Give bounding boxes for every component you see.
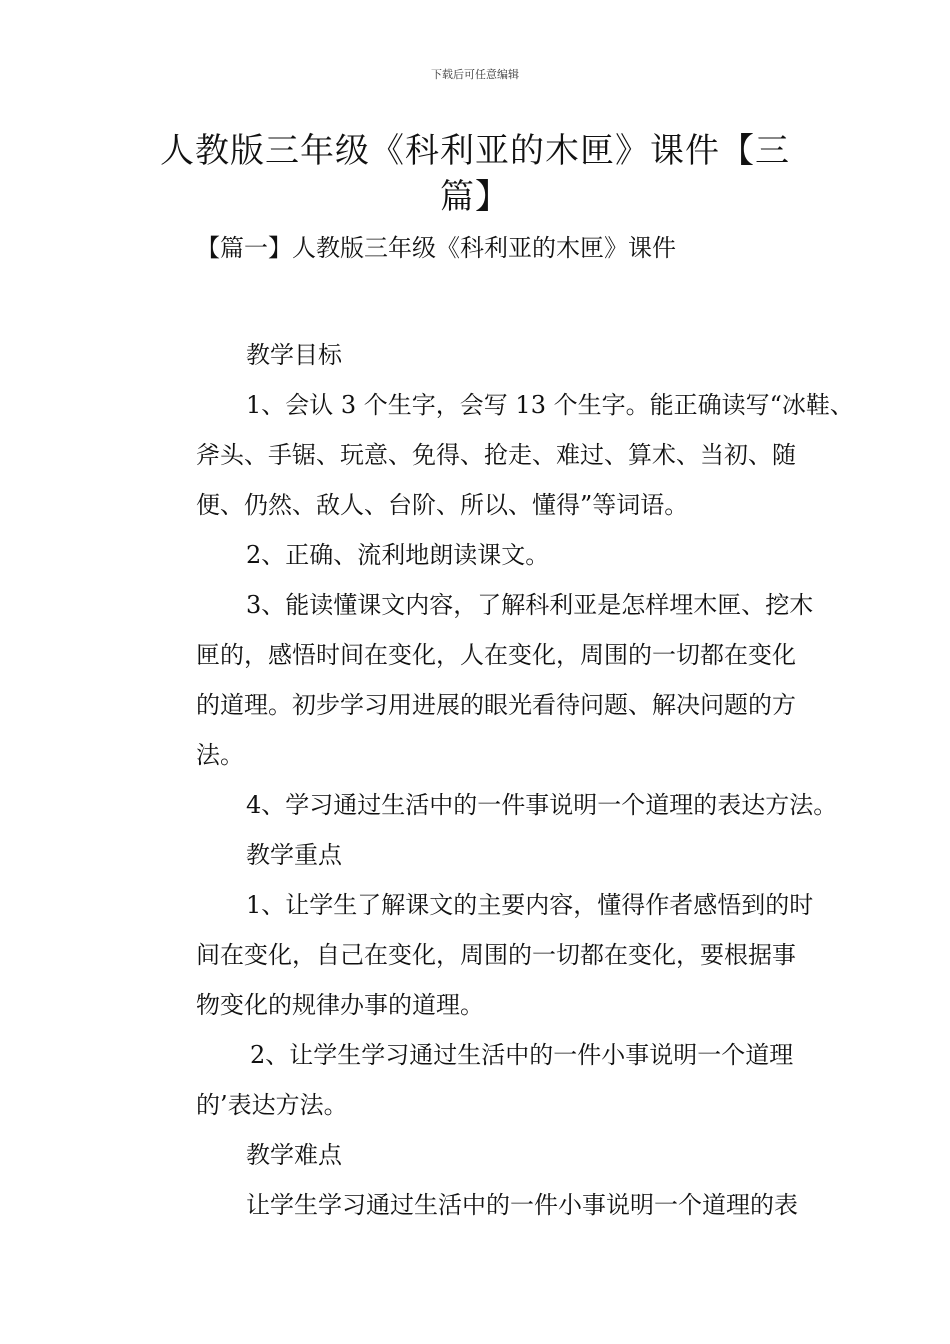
document-body — [146, 330, 854, 1230]
heading-text: 教学重点 — [246, 841, 342, 869]
heading-text: 教学目标 — [246, 341, 342, 369]
paragraph-line: 斧头、手锯、玩意、免得、抢走、难过、算术、当初、随 — [196, 441, 796, 469]
key-2-paragraph — [146, 1030, 816, 1130]
difficult-points-heading — [146, 1130, 816, 1180]
goal-3-paragraph — [146, 580, 816, 780]
paragraph-line: 1、让学生了解课文的主要内容，懂得作者感悟到的时 — [246, 891, 814, 919]
paragraph-line: 的’表达方法。 — [196, 1091, 348, 1119]
section-subtitle: 【篇一】人教版三年级《科利亚的木匣》课件 — [196, 234, 676, 262]
paragraph-line: 让学生学习通过生活中的一件小事说明一个道理的表 — [246, 1191, 798, 1219]
paragraph-line: 的道理。初步学习用进展的眼光看待问题、解决问题的方 — [196, 691, 796, 719]
paragraph-line: 法。 — [196, 741, 244, 769]
paragraph-line: 1、会认 3 个生字，会写 13 个生字。能正确读写“冰鞋、 — [246, 391, 854, 419]
key-points-heading — [146, 830, 816, 880]
heading-text: 教学难点 — [246, 1141, 342, 1169]
key-1-paragraph — [146, 880, 816, 1030]
paragraph-line: 间在变化，自己在变化，周围的一切都在变化，要根据事 — [196, 941, 796, 969]
paragraph-line: 便、仍然、敌人、台阶、所以、懂得”等词语。 — [196, 491, 689, 519]
paragraph-line: 2、让学生学习通过生活中的一件小事说明一个道理 — [250, 1041, 794, 1069]
paragraph-line: 4、学习通过生活中的一件事说明一个道理的表达方法。 — [246, 791, 838, 819]
document-title — [150, 128, 800, 220]
paragraph-line: 3、能读懂课文内容，了解科利亚是怎样埋木匣、挖木 — [246, 591, 814, 619]
title-line-2: 篇】 — [440, 177, 510, 217]
paragraph-line: 2、正确、流利地朗读课文。 — [246, 541, 550, 569]
goal-2-paragraph — [146, 530, 816, 580]
paragraph-line: 匣的，感悟时间在变化，人在变化，周围的一切都在变化 — [196, 641, 796, 669]
header-note: 下载后可任意编辑 — [431, 68, 519, 81]
goals-heading — [146, 330, 816, 380]
title-line-1: 人教版三年级《科利亚的木匣》课件【三 — [160, 131, 790, 171]
goal-1-paragraph — [146, 380, 854, 530]
goal-4-paragraph — [146, 780, 838, 830]
paragraph-line: 物变化的规律办事的道理。 — [196, 991, 484, 1019]
difficult-1-paragraph — [146, 1180, 816, 1230]
